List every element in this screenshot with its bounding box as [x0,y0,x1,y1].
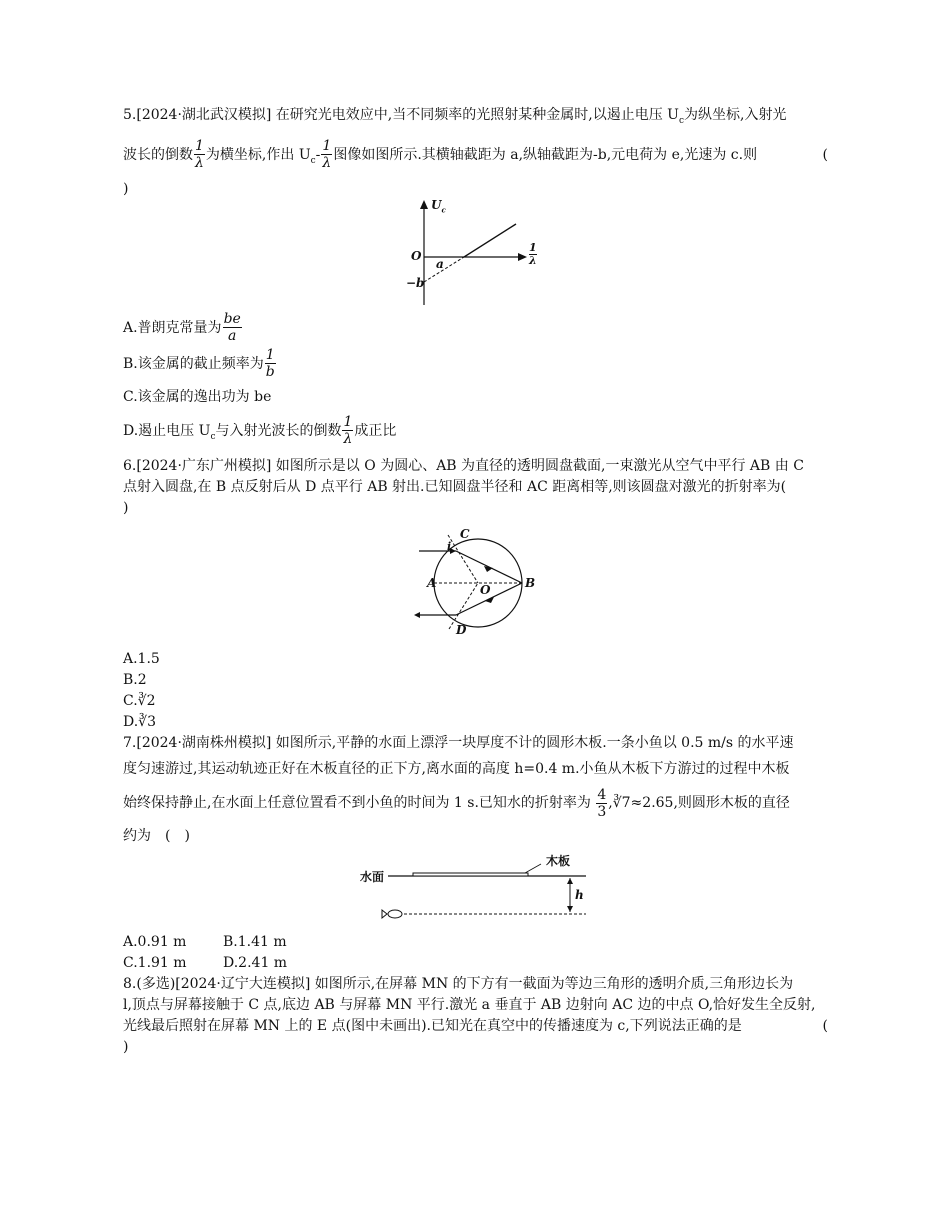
question-6 [123,456,828,733]
water-board-diagram [123,852,828,924]
extrapolated-line [424,257,464,282]
question-7 [123,733,828,974]
point-b-label: B [525,576,536,591]
q7-options-row-2 [123,953,828,974]
point-b-label: −b [406,275,425,290]
q7-option-b[interactable]: B.1.41 m [223,934,287,951]
fraction: $\frac{1}{\lambda}$ [343,414,353,448]
answer-bracket-open: ( [822,146,828,163]
q7-water-diagram [123,852,828,924]
q8-line-3: 光线最后照射在屏幕 MN 上的 E 点(图中未画出).已知光在真空中的传播速度为 c,下列说法正确的是 ( [123,1016,828,1037]
question-8 [123,974,828,1058]
fraction: $\frac{1}{b}$ [265,347,275,381]
point-a-label: A [427,576,437,591]
q6-option-d[interactable]: D.∛3 [123,714,157,731]
q7-line-2: 度匀速游过,其运动轨迹正好在木板直径的正下方,离水面的高度 h=0.4 m.小鱼从木板下方游过的过程中木板 [123,761,790,778]
document-page [123,100,828,1058]
q5-line-1: 5.[2024·湖北武汉模拟] 在研究光电效应中,当不同频率的光照射某种金属时,以遏止电压 $U_c$为纵坐标,入射光 [123,107,787,126]
point-d-label: D [456,623,467,638]
q6-option-a[interactable]: A.1.5 [123,651,160,668]
origin-label: O [411,248,422,263]
q6-option-c[interactable]: C.∛2 [123,693,156,710]
point-a-label: a [436,256,444,271]
height-arrow-up [567,878,573,884]
y-axis-label: $U_c$ [431,197,446,214]
q7-option-a[interactable]: A.0.91 m [123,934,187,951]
uc-lambda-graph [123,197,828,310]
fish-icon [382,910,402,918]
answer-bracket-open: ( [822,1018,828,1035]
q7-line-4: 约为 ( ) [123,828,190,845]
q5-option-a[interactable]: A.普朗克常量为 $\frac{be}{a}$ [123,311,241,345]
x-axis-label: 1 λ [529,240,537,267]
wooden-board [413,873,528,876]
q8-line-1: 8.(多选)[2024·辽宁大连模拟] 如图所示,在屏幕 MN 的下方有一截面为等边三角形的透明介质,三角形边长为 [123,976,794,993]
exit-ray-arrow [414,612,420,618]
board-label: 木板 [546,854,571,869]
angle-i-label: i [447,540,452,554]
q7-line-3: 始终保持静止,在水面上任意位置看不到小鱼的时间为 1 s.已知水的折射率为 $\frac{4}{3}$ ,∛7≈2.65,则圆形木板的直径 [123,786,790,820]
q6-option-b[interactable]: B.2 [123,672,147,689]
q5-graph [123,197,828,310]
answer-bracket-close: ) [123,180,129,197]
q7-option-c[interactable]: C.1.91 m [123,955,187,972]
graph-line [464,224,516,257]
question-5 [123,100,828,454]
fraction: $\frac{be}{a}$ [223,311,241,345]
x-axis-arrow [518,253,527,261]
q6-line-2: 点射入圆盘,在 B 点反射后从 D 点平行 AB 射出.已知圆盘半径和 AC 距离相等,则该圆盘对激光的折射率为( [123,479,787,496]
fraction: $\frac{1}{\lambda}$ [195,138,204,172]
q7-line-1: 7.[2024·湖南株州模拟] 如图所示,平静的水面上漂浮一块厚度不计的圆形木板.一条小鱼以 0.5 m/s 的水平速 [123,735,794,752]
fraction: $\frac{1}{\lambda}$ [322,138,332,172]
height-arrow-down [567,906,573,912]
board-pointer [525,864,541,873]
q8-line-2: l,顶点与屏幕接触于 C 点,底边 AB 与屏幕 MN 平行.激光 a 垂直于 AB 边射向 AC 边的中点 O,恰好发生全反射, [123,997,816,1014]
q7-options-row-1 [123,932,828,953]
q5-option-b[interactable]: B.该金属的截止频率为 $\frac{1}{b}$ [123,347,275,381]
q7-option-d[interactable]: D.2.41 m [223,955,288,972]
q6-circle-diagram [123,519,828,649]
q6-line-1: 6.[2024·广东广州模拟] 如图所示是以 O 为圆心、AB 为直径的透明圆盘截面,一束激光从空气中平行 AB 由 C [123,458,804,475]
water-surface-label: 水面 [360,870,385,885]
point-c-label: C [460,527,470,542]
q5-line-2: 波长的倒数 $\frac{1}{\lambda}$ 为横坐标,作出 $U_c-$ $\frac{1}{\lambda}$ 图像如图所示.其横轴截距为 a,纵轴截距为-b,元电荷为 e,光速为 c.则 ( [123,138,828,172]
height-label: h [575,888,584,903]
q5-option-c[interactable]: C.该金属的逸出功为 be [123,388,272,405]
circle-disc-diagram [123,519,828,649]
q6-line-3: ) [123,500,129,517]
q5-option-d[interactable]: D.遏止电压 $U_c$与入射光波长的倒数 $\frac{1}{\lambda}$ 成正比 [123,414,397,448]
y-axis-arrow [420,200,428,209]
fraction: $\frac{4}{3}$ [597,786,607,820]
point-o-label: O [480,583,491,598]
answer-bracket-close: ) [123,1039,129,1056]
